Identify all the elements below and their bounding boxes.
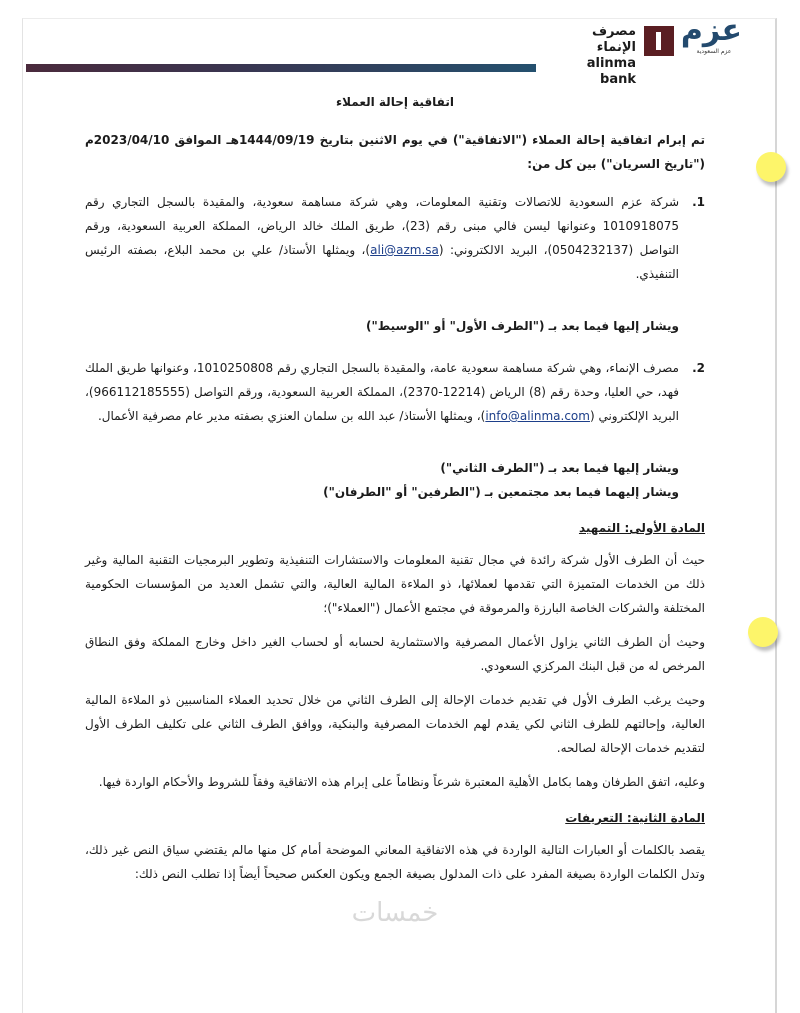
watermark: خمسات — [351, 898, 439, 928]
highlight-marker — [748, 617, 778, 647]
party2-email-link[interactable]: info@alinma.com — [485, 409, 590, 423]
header-bar — [26, 64, 536, 72]
bank-name-ar: مصرف الإنماء — [591, 24, 636, 55]
party1-text: شركة عزم السعودية للاتصالات وتقنية المعلومات، وهي شركة مساهمة سعودية، والمقيدة بالسجل التجاري رقم 1010918075 وعنوانها ليسن فالي مبنى رقم (23)، طريق الملك خالد الرياض، المملكة العربية السعودية، ورقم التواصل (0504232137)، البريد الالكتروني: ( — [85, 195, 680, 257]
spacer — [85, 438, 705, 456]
both-parties-referred: ويشار إليهما فيما بعد مجتمعين بـ ("الطرفين" أو "الطرفان") — [323, 485, 679, 499]
article1-paragraph: حيث أن الطرف الأول شركة رائدة في مجال تقنية المعلومات والاستشارات التنفيذية وتطوير البرمجيات التقنية المالية وغير ذلك من الخدمات المتميزة التي تقدمها لعملائها، ذو الملاءة المالية العالية، والتي تشمل العديد من المؤسسات الحكومية المختلفة والشركات الخاصة البارزة والمرموقة في مجتمع الأعمال ("العملاء")؛ — [85, 553, 705, 615]
bank-name-en: alinma bank — [586, 56, 636, 87]
article2-paragraph: يقصد بالكلمات أو العبارات التالية الواردة في هذه الاتفاقية المعاني الموضحة أمام كل منها مالم يقتضي سياق النص غير ذلك، وتدل الكلمات الواردة بصيغة المفرد على ذات المدلول بصيغة الجمع ويكون العكس صحيحاً أيضاً إذا تطلب النص ذلك: — [85, 843, 705, 881]
party2-number: 2. — [692, 361, 705, 375]
azm-logo-glyph: عزم — [680, 13, 742, 48]
document-header — [0, 0, 800, 86]
party1-email-link[interactable]: ali@azm.sa — [370, 243, 439, 257]
alinma-bank-logo — [552, 24, 674, 87]
article1-heading: المادة الأولى: التمهيد — [578, 521, 705, 535]
spacer — [85, 338, 705, 356]
document-title: اتفاقية إحالة العملاء — [336, 95, 454, 109]
party1-referred: ويشار إليها فيما بعد بـ ("الطرف الأول" أو "الوسيط") — [366, 319, 679, 333]
azm-logo — [680, 13, 742, 74]
spacer — [85, 296, 705, 314]
document-body — [85, 90, 705, 930]
article1-paragraph: وحيث أن الطرف الثاني يزاول الأعمال المصرفية والاستثمارية لحسابه أو لحساب الغير داخل وخارج المملكة وفق النطاق المرخص له من قبل البنك المركزي السعودي. — [85, 635, 705, 673]
bank-logo-text — [552, 24, 636, 88]
party2-text: مصرف الإنماء، وهي شركة مساهمة سعودية عامة، والمقيدة بالسجل التجاري رقم 1010250808، وعنوانها طريق الملك فهد، حي العليا، وحدة رقم (8) الرياض (12214-2370)، المملكة العربية السعودية، ورقم التواصل (966112185555)، البريد الإلكتروني ( — [85, 361, 680, 423]
bank-mark-icon — [644, 26, 674, 56]
party2-referred: ويشار إليها فيما بعد بـ ("الطرف الثاني") — [440, 461, 679, 475]
party1-paragraph — [85, 190, 679, 286]
party1-number: 1. — [692, 195, 705, 209]
article1-paragraph: وحيث يرغب الطرف الأول في تقديم خدمات الإحالة إلى الطرف الثاني من خلال تحديد العملاء المناسبين ذو الملاءة المالية العالية، وإحالتهم للطرف الثاني لكي يقدم لهم الخدمات المصرفية والبنكية، ووافق الطرف الثاني على تكليف الطرف الأول لتقديم خدمات الإحالة لصالحه. — [85, 693, 705, 755]
highlight-marker — [756, 152, 786, 182]
party2-paragraph — [85, 356, 679, 428]
party2-text-after: )، ويمثلها الأستاذ/ عبد الله بن سلمان العنزي بصفته مدير عام مصرفية الأعمال. — [97, 409, 486, 423]
azm-logo-subtitle: عزم السعودية — [696, 48, 732, 55]
party1-text-after: )، ويمثلها الأستاذ/ علي بن محمد البلاع، بصفته الرئيس التنفيذي. — [85, 243, 679, 281]
party1-item — [85, 190, 705, 286]
intro-paragraph: تم إبرام اتفاقية إحالة العملاء ("الاتفاقية") في يوم الاثنين بتاريخ 1444/09/19هـ الموافق 2023/04/10م ("تاريخ السريان") بين كل من: — [85, 133, 705, 171]
party2-item — [85, 356, 705, 428]
article1-paragraph: وعليه، اتفق الطرفان وهما بكامل الأهلية المعتبرة شرعاً ونظاماً على إبرام هذه الاتفاقية وفقاً للشروط والأحكام الواردة فيها. — [98, 775, 705, 789]
article2-heading: المادة الثانية: التعريفات — [565, 811, 705, 825]
